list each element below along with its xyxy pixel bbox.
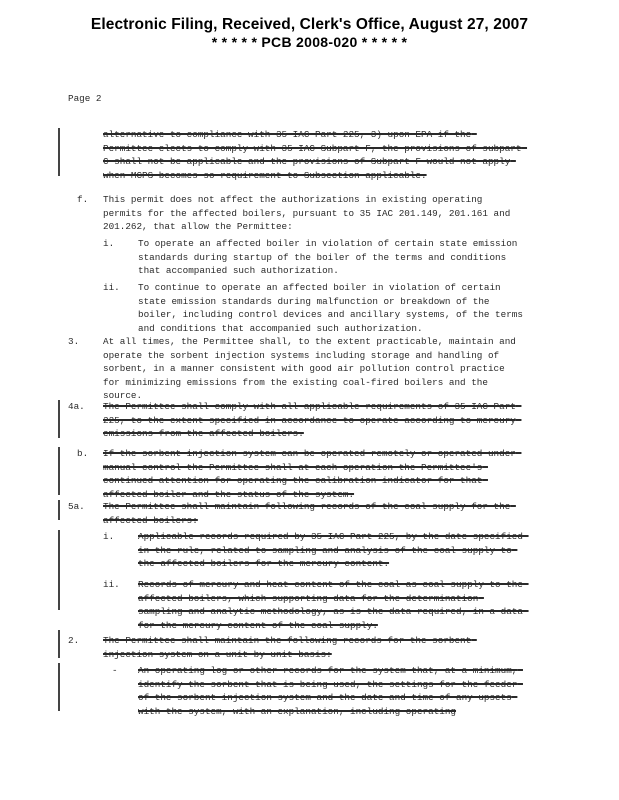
item-label-5-i: i. [103,531,115,542]
section-5a-text: The Permittee shall maintain following records of the coal supply for the affected boilers: [103,501,516,526]
section-f-text: This permit does not affect the authorizations in existing operating permits for the affected boilers, pursuant to 35 IAC 201.149, 201.161 and 201.262, that allow the Permittee: [103,194,516,232]
section-label-4a: 4a. [68,401,85,412]
revision-bar [58,400,60,438]
revision-bar [58,530,60,610]
bullet-marker: - [112,665,118,676]
section-3-text: At all times, the Permittee shall, to the extent practicable, maintain and operate the sorbent injection systems including storage and handling of sorbent, in a manner consistent with good air pollution control practice for minimizing emissions from the existing coal-fired boilers and the source. [103,336,522,401]
item-f-ii-text: To continue to operate an affected boiler in violation of certain state emission standards during malfunction or breakdown of the boiler, including control devices and ancillary systems, of the terms and conditions that accompanied such authorization. [138,282,529,334]
section-b-text: If the sorbent injection system can be operated remotely or operated under manual control the Permittee shall at each operation the Permittee's continued attention for operating the calibration indicator for that affected boiler and the status of the system. [103,448,522,500]
struck-paragraph-continuation: alternative to compliance with 35 IAC Part 225, 3) upon EPA if the Permittee elects to comply with 35 IAC Subpart F, the provisions of subpart C shall not be applicable and the provisions of Subpart F would not apply when MCPS becomes so-requirement to Subsection applicable. [103,129,528,181]
filing-header-title: Electronic Filing, Received, Clerk's Office, August 27, 2007 [90,16,529,33]
revision-bar [58,128,60,176]
page-number: Page 2 [68,93,102,104]
section-4a-text: The Permittee shall comply with all applicable requirements of 35 IAC Part 225, to the extent specified in accordance to operate according to mercury emissions from the affected boilers. [103,401,522,439]
item-f-i-text: To operate an affected boiler in violation of certain state emission standards during startup of the boiler of the terms and conditions that accompanied such authorization. [138,238,523,276]
revision-bar [58,447,60,495]
filing-header-case-number: * * * * * PCB 2008-020 * * * * * [211,34,408,50]
bullet-operating-log-text: An operating log or other records for the system that, at a minimum, identify the sorbent that is being used, the settings for the feeder of the sorbent injection system and the date and time of any upsets with the system, with an explanation, including operating [138,665,523,717]
section-label-5a: 5a. [68,501,85,512]
section-2-text: The Permittee shall maintain the following records for the sorbent injection system on a unit-by-unit basis: [103,635,477,660]
item-label-f-ii: ii. [103,282,120,293]
item-5-i-text: Applicable records required by 35 IAC Part 225, by the date specified in the rule, related to sampling and analysis of the coal supply to the affected boilers for the mercury content. [138,531,529,569]
item-label-5-ii: ii. [103,579,120,590]
item-label-f-i: i. [103,238,115,249]
section-label-f: f. [77,194,89,205]
section-label-3: 3. [68,336,80,347]
section-label-b: b. [77,448,89,459]
revision-bar [58,663,60,711]
section-label-2: 2. [68,635,80,646]
revision-bar [58,630,60,658]
item-5-ii-text: Records of mercury and heat content of the coal as coal supply to the affected boilers, which supporting data for the determination sampling and analytic methodology, as is the data required, in a data for the mercury content of the coal supply. [138,579,529,631]
revision-bar [58,500,60,520]
